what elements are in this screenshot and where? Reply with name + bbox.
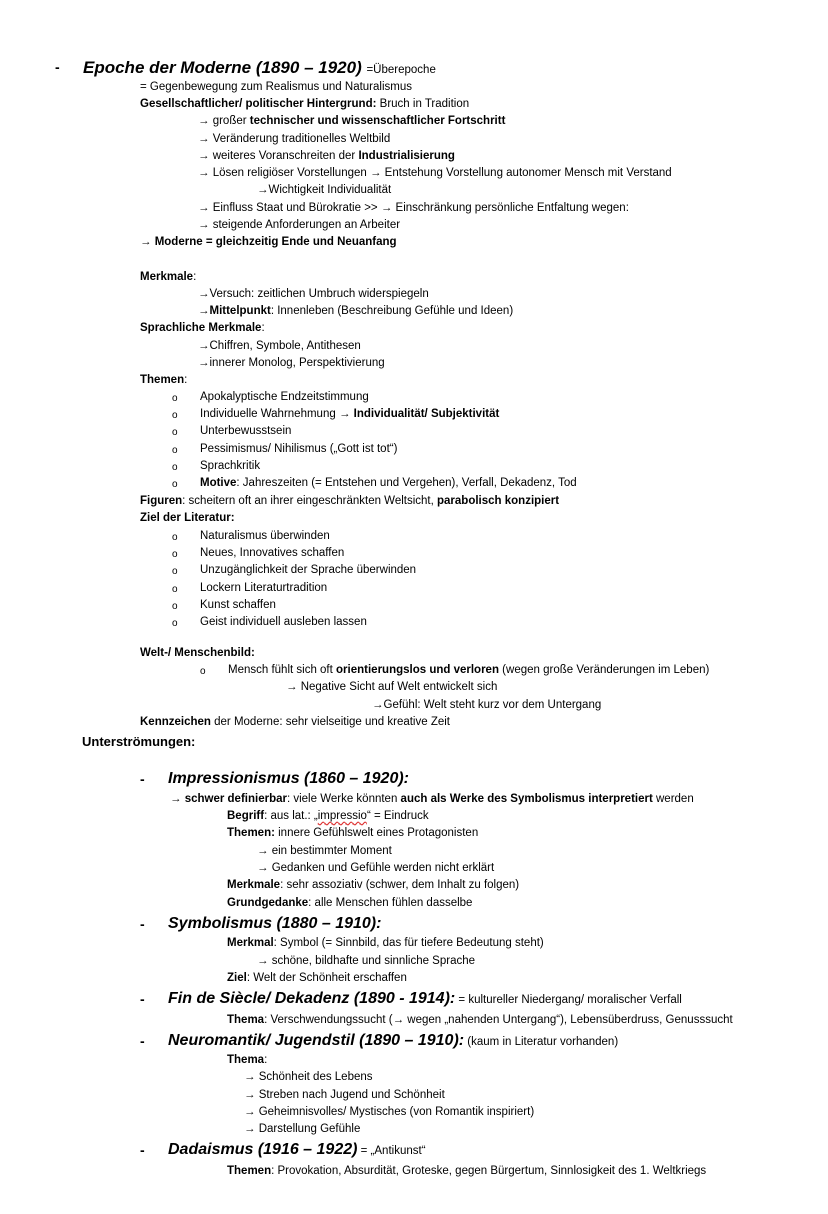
label: Themen bbox=[140, 374, 185, 386]
section-heading-moderne bbox=[83, 59, 436, 77]
text: “ = Eindruck bbox=[366, 810, 429, 822]
text-bold: auch als Werke des Symbolismus interpretiert bbox=[400, 793, 653, 805]
label: Gesellschaftlicher/ politischer Hintergrund: bbox=[140, 98, 377, 110]
text: Wichtigkeit Individualität bbox=[268, 184, 392, 196]
list-item: Kunst schaffen bbox=[200, 599, 276, 611]
text: Gefühl: Welt steht kurz vor dem Untergang bbox=[383, 699, 602, 711]
bullet-icon: o bbox=[172, 566, 178, 577]
text-bold: Industrialisierung bbox=[358, 150, 455, 162]
list-item: Geist individuell ausleben lassen bbox=[200, 616, 367, 628]
section-heading-impressionismus: Impressionismus (1860 – 1920): bbox=[168, 770, 410, 787]
arrow-icon: → bbox=[198, 115, 210, 127]
arrow-icon: → bbox=[338, 408, 351, 420]
heading-text: Neuromantik/ Jugendstil (1890 – 1910): bbox=[168, 1032, 465, 1049]
list-item: Neues, Innovatives schaffen bbox=[200, 547, 345, 559]
list-item bbox=[200, 409, 499, 421]
text: Chiffren, Symbole, Antithesen bbox=[209, 340, 361, 352]
text: steigende Anforderungen an Arbeiter bbox=[212, 219, 401, 231]
text: Individuelle Wahrnehmung bbox=[200, 408, 339, 420]
text: Streben nach Jugend und Schönheit bbox=[258, 1089, 445, 1101]
text: innerer Monolog, Perspektivierung bbox=[209, 357, 385, 369]
section-heading-symbolismus: Symbolismus (1880 – 1910): bbox=[168, 915, 382, 932]
text-bold: parabolisch konzipiert bbox=[437, 495, 560, 507]
text-bold: orientierungslos und verloren bbox=[336, 664, 499, 676]
label: Thema bbox=[227, 1014, 265, 1026]
arrow-icon: → bbox=[380, 202, 393, 214]
text: : viele Werke könnten bbox=[286, 793, 401, 805]
label: Ziel bbox=[227, 972, 247, 984]
text: Entstehung Vorstellung autonomer Mensch mit Verstand bbox=[381, 167, 672, 179]
arrow-item bbox=[170, 794, 694, 806]
arrow-item bbox=[198, 220, 400, 232]
text: innere Gefühlswelt eines Protagonisten bbox=[274, 827, 479, 839]
text: Geheimnisvolles/ Mystisches (von Romantik inspiriert) bbox=[258, 1106, 535, 1118]
arrow-item bbox=[257, 846, 392, 858]
text-bold: Mittelpunkt bbox=[209, 305, 271, 317]
text: Moderne = gleichzeitig Ende und Neuanfang bbox=[154, 236, 397, 248]
arrow-icon: → bbox=[286, 681, 298, 693]
arrow-icon: → bbox=[140, 236, 152, 248]
figuren-line bbox=[140, 496, 559, 508]
list-item: Unzugänglichkeit der Sprache überwinden bbox=[200, 564, 417, 576]
section-heading-fin-de-siecle bbox=[168, 991, 682, 1007]
label: Merkmale bbox=[227, 879, 281, 891]
text: Mensch fühlt sich oft bbox=[228, 664, 337, 676]
heading-text: Dadaismus (1916 – 1922) bbox=[168, 1141, 358, 1158]
text: : sehr assoziativ (schwer, dem Inhalt zu folgen) bbox=[280, 879, 520, 891]
text: Einschränkung persönliche Entfaltung wegen: bbox=[392, 202, 629, 214]
label: Figuren bbox=[140, 495, 183, 507]
ziel-line bbox=[227, 973, 407, 985]
arrow-item bbox=[198, 341, 361, 353]
value: Bruch in Tradition bbox=[376, 98, 470, 110]
section-heading-neuromantik bbox=[168, 1033, 618, 1049]
text-bold: Motive bbox=[200, 477, 237, 489]
conclusion-line bbox=[140, 237, 397, 249]
arrow-icon: → bbox=[244, 1071, 256, 1083]
text: werden bbox=[652, 793, 694, 805]
label: Begriff bbox=[227, 810, 265, 822]
text: : Innenleben (Beschreibung Gefühle und Ideen) bbox=[270, 305, 514, 317]
label: Merkmal bbox=[227, 937, 274, 949]
themen-heading bbox=[140, 375, 187, 387]
arrow-icon: → bbox=[244, 1089, 256, 1101]
heading-suffix: = kultureller Niedergang/ moralischer Verfall bbox=[455, 994, 682, 1006]
unterstroemungen-heading: Unterströmungen: bbox=[82, 734, 196, 749]
text-bold: technischer und wissenschaftlicher Fortschritt bbox=[249, 115, 506, 127]
heading-suffix: (kaum in Literatur vorhanden) bbox=[464, 1036, 619, 1048]
text: : Jahreszeiten (= Entstehen und Vergehen), Verfall, Dekadenz, Tod bbox=[236, 477, 577, 489]
text: der Moderne: sehr vielseitige und kreative Zeit bbox=[210, 716, 451, 728]
colon: : bbox=[261, 322, 265, 334]
bullet-icon: o bbox=[172, 427, 178, 438]
text: : Provokation, Absurdität, Groteske, gegen Bürgertum, Sinnlosigkeit des 1. Weltkriegs bbox=[271, 1165, 707, 1177]
arrow-icon: → bbox=[198, 305, 210, 317]
merkmale-heading bbox=[140, 272, 196, 284]
bullet-icon: o bbox=[172, 445, 178, 456]
list-item: Unterbewusstsein bbox=[200, 425, 292, 437]
list-item: Pessimismus/ Nihilismus („Gott ist tot“) bbox=[200, 443, 398, 455]
sprachliche-merkmale-heading bbox=[140, 323, 265, 335]
text: schöne, bildhafte und sinnliche Sprache bbox=[271, 955, 476, 967]
arrow-icon: → bbox=[244, 1123, 256, 1135]
label: Themen: bbox=[227, 827, 275, 839]
section-dash: - bbox=[140, 1033, 145, 1049]
text-line: = Gegenbewegung zum Realismus und Naturalismus bbox=[140, 81, 412, 93]
arrow-item bbox=[198, 168, 672, 180]
arrow-icon: → bbox=[198, 133, 210, 145]
arrow-icon: → bbox=[198, 288, 210, 300]
heading-suffix: =Überepoche bbox=[366, 64, 436, 76]
bullet-icon: o bbox=[172, 618, 178, 629]
arrow-item bbox=[257, 956, 475, 968]
welt-heading: Welt-/ Menschenbild: bbox=[140, 647, 255, 659]
text: : Symbol (= Sinnbild, das für tiefere Bedeutung steht) bbox=[273, 937, 544, 949]
text: : Welt der Schönheit erschaffen bbox=[246, 972, 407, 984]
themen-line bbox=[227, 1166, 706, 1178]
arrow-icon: → bbox=[257, 845, 269, 857]
arrow-icon: → bbox=[198, 150, 210, 162]
label: Kennzeichen bbox=[140, 716, 211, 728]
arrow-icon: → bbox=[198, 340, 210, 352]
arrow-icon: → bbox=[369, 167, 382, 179]
ziel-heading: Ziel der Literatur: bbox=[140, 512, 235, 524]
arrow-item bbox=[244, 1090, 445, 1102]
text-bold: Individualität/ Subjektivität bbox=[350, 408, 500, 420]
section-heading-dadaismus bbox=[168, 1142, 426, 1158]
arrow-item bbox=[198, 358, 385, 370]
bullet-icon: o bbox=[172, 549, 178, 560]
begriff-line bbox=[227, 811, 429, 823]
text: Darstellung Gefühle bbox=[258, 1123, 361, 1135]
text: Gedanken und Gefühle werden nicht erklärt bbox=[271, 862, 495, 874]
arrow-item bbox=[244, 1072, 373, 1084]
arrow-icon: → bbox=[244, 1106, 256, 1118]
arrow-item bbox=[244, 1107, 534, 1119]
list-item bbox=[200, 478, 577, 490]
colon: : bbox=[184, 374, 188, 386]
list-item: Lockern Literaturtradition bbox=[200, 582, 328, 594]
text: ein bestimmter Moment bbox=[271, 845, 392, 857]
bullet-icon: o bbox=[172, 410, 178, 421]
text-bold: schwer definierbar bbox=[184, 793, 287, 805]
text: : Verschwendungssucht ( bbox=[264, 1014, 393, 1026]
arrow-icon: → bbox=[257, 862, 269, 874]
text: Lösen religiöser Vorstellungen bbox=[212, 167, 370, 179]
arrow-icon: → bbox=[198, 167, 210, 179]
arrow-item bbox=[286, 682, 497, 694]
label: Merkmale bbox=[140, 271, 194, 283]
arrow-icon: → bbox=[170, 793, 182, 805]
colon: : bbox=[264, 1054, 268, 1066]
arrow-item bbox=[257, 185, 391, 197]
section-dash: - bbox=[140, 991, 145, 1007]
spellcheck-word: impressio bbox=[317, 810, 367, 822]
text: wegen „nahenden Untergang“), Lebensüberdruss, Genusssucht bbox=[404, 1014, 733, 1026]
arrow-item bbox=[198, 289, 429, 301]
text: : alle Menschen fühlen dasselbe bbox=[308, 897, 473, 909]
arrow-icon: → bbox=[257, 955, 269, 967]
section-dash: - bbox=[140, 771, 145, 787]
text: Versuch: zeitlichen Umbruch widerspiegeln bbox=[209, 288, 429, 300]
arrow-item bbox=[198, 203, 629, 215]
arrow-icon: → bbox=[198, 219, 210, 231]
heading-suffix: = „Antikunst“ bbox=[357, 1145, 426, 1157]
arrow-item bbox=[198, 306, 513, 318]
merkmal-line bbox=[227, 938, 544, 950]
arrow-icon: → bbox=[257, 184, 269, 196]
list-item: Sprachkritik bbox=[200, 460, 261, 472]
arrow-item bbox=[244, 1124, 360, 1136]
text: : scheitern oft an ihrer eingeschränkten Weltsicht, bbox=[182, 495, 438, 507]
arrow-icon: → bbox=[372, 699, 384, 711]
arrow-item bbox=[198, 151, 455, 163]
heading-text: Epoche der Moderne (1890 – 1920) bbox=[83, 58, 362, 77]
bullet-icon: o bbox=[172, 462, 178, 473]
bullet-icon: o bbox=[172, 532, 178, 543]
bullet-icon: o bbox=[172, 601, 178, 612]
bullet-icon: o bbox=[172, 393, 178, 404]
arrow-item bbox=[198, 116, 505, 128]
section-dash: - bbox=[140, 1142, 145, 1158]
label: Sprachliche Merkmale bbox=[140, 322, 262, 334]
kennzeichen-line bbox=[140, 717, 450, 729]
list-item: Apokalyptische Endzeitstimmung bbox=[200, 391, 369, 403]
arrow-icon: → bbox=[198, 202, 210, 214]
thema-line bbox=[227, 1015, 733, 1027]
themen-line bbox=[227, 828, 478, 840]
label: Themen bbox=[227, 1165, 272, 1177]
list-item: Naturalismus überwinden bbox=[200, 530, 330, 542]
arrow-item bbox=[257, 863, 494, 875]
bullet-icon: o bbox=[200, 666, 206, 677]
text: Negative Sicht auf Welt entwickelt sich bbox=[297, 681, 498, 693]
merkmale-line bbox=[227, 880, 519, 892]
label: Thema bbox=[227, 1054, 265, 1066]
section-dash: - bbox=[140, 916, 145, 932]
text: Veränderung traditionelles Weltbild bbox=[212, 133, 391, 145]
hintergrund-line bbox=[140, 99, 469, 111]
arrow-icon: → bbox=[198, 357, 210, 369]
text: : aus lat.: „ bbox=[264, 810, 318, 822]
arrow-item bbox=[372, 700, 601, 712]
arrow-item bbox=[198, 134, 390, 146]
arrow-icon: → bbox=[392, 1014, 405, 1026]
text: Schönheit des Lebens bbox=[258, 1071, 373, 1083]
thema-heading bbox=[227, 1055, 267, 1067]
text: Einfluss Staat und Bürokratie >> bbox=[212, 202, 381, 214]
text: weiteres Voranschreiten der bbox=[212, 150, 359, 162]
list-item bbox=[228, 665, 709, 677]
grundgedanke-line bbox=[227, 898, 472, 910]
bullet-icon: o bbox=[172, 584, 178, 595]
heading-text: Fin de Siècle/ Dekadenz (1890 - 1914): bbox=[168, 990, 456, 1007]
colon: : bbox=[193, 271, 197, 283]
text: großer bbox=[212, 115, 250, 127]
bullet-icon: o bbox=[172, 479, 178, 490]
section-dash: - bbox=[55, 59, 60, 75]
label: Grundgedanke bbox=[227, 897, 309, 909]
text: (wegen große Veränderungen im Leben) bbox=[498, 664, 710, 676]
